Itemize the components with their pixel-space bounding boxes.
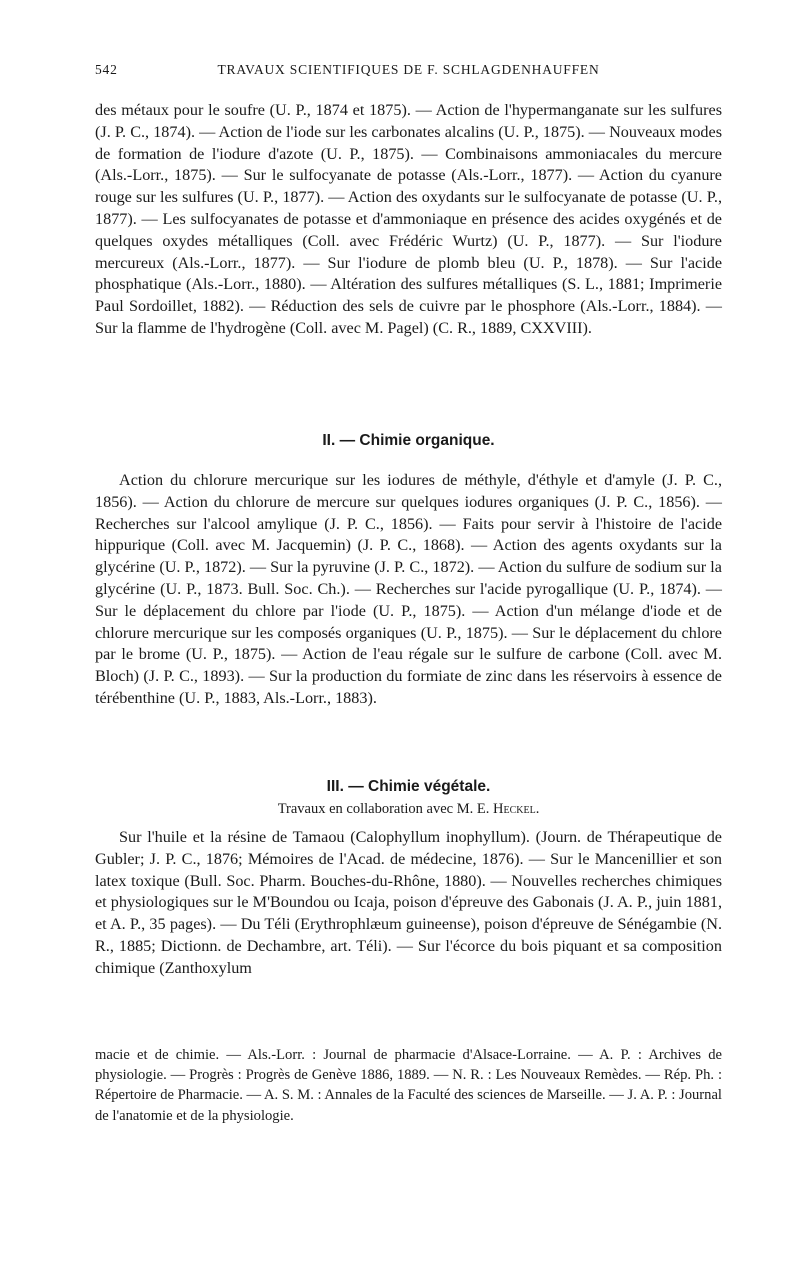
footnote-block — [95, 1045, 722, 1126]
section-ii-block — [95, 470, 722, 710]
section-ii-title: II. — Chimie organique. — [322, 432, 495, 449]
intro-paragraph-block — [95, 100, 722, 340]
subtitle-name: Heckel — [492, 801, 536, 817]
intro-paragraph: des métaux pour le soufre (U. P., 1874 et 1875). — Action de l'hypermanganate sur les sulfures (J. P. C., 1874). — Action de l'iode sur les carbonates alcalins (U. P., 1875). — Nouveaux modes de formation de l'iodure d'azote (U. P., 1875). — Combinaisons ammoniacales du mercure (Als.-Lorr., 1875). — Sur le sulfocyanate de potasse (Als.-Lorr., 1877). — Action du cyanure rouge sur les sulfures (U. P., 1877). — Action des oxydants sur le sulfocyanate de potasse (U. P., 1877). — Les sulfocyanates de potasse et d'ammoniaque en présence des acides oxygénés et de quelques oxydes métalliques (Coll. avec Frédéric Wurtz) (U. P., 1877). — Sur l'iodure mercureux (Als.-Lorr., 1877). — Sur l'iodure de plomb bleu (U. P., 1878). — Sur l'acide phosphatique (Als.-Lorr., 1880). — Altération des sulfures métalliques (S. L., 1881; Imprimerie Paul Sordoillet, 1882). — Réduction des sels de cuivre par le phosphore (Als.-Lorr., 1884). — Sur la flamme de l'hydrogène (Coll. avec M. Pagel) (C. R., 1889, CXXVIII). — [95, 101, 722, 337]
subtitle-prefix: Travaux en collaboration avec M. E. — [277, 801, 493, 817]
subtitle-suffix: . — [535, 801, 540, 817]
page-number: 542 — [95, 62, 118, 77]
section-ii-paragraph: Action du chlorure mercurique sur les iodures de méthyle, d'éthyle et d'amyle (J. P. C., 1856). — Action du chlorure de mercure sur quelques iodures organiques (J. P. C., 1856). — Recherches sur l'alcool amylique (J. P. C., 1856). — Faits pour servir à l'histoire de l'acide hippurique (Coll. avec M. Jacquemin) (J. P. C., 1868). — Action des agents oxydants sur la glycérine (U. P., 1872). — Sur la pyruvine (J. P. C., 1872). — Action du sulfure de sodium sur la glycérine (U. P., 1873. Bull. Soc. Ch.). — Recherches sur l'acide pyrogallique (U. P., 1874). — Sur le déplacement du chlore par l'iode (U. P., 1875). — Action d'un mélange d'iode et de chlorure mercurique sur les composés organiques (U. P., 1875). — Sur le déplacement du chlore par le brome (U. P., 1875). — Action de l'eau régale sur le sulfure de carbone (Coll. avec M. Bloch) (J. P. C., 1893). — Sur la production du formiate de zinc dans les réservoirs à essence de térébenthine (U. P., 1883, Als.-Lorr., 1883). — [95, 471, 722, 707]
section-iii-block — [95, 827, 722, 980]
running-title: TRAVAUX SCIENTIFIQUES DE F. SCHLAGDENHAUFFEN — [217, 62, 600, 77]
section-iii-subtitle — [95, 801, 722, 818]
section-iii-title: III. — Chimie végétale. — [326, 778, 491, 795]
footnote-text: macie et de chimie. — Als.-Lorr. : Journal de pharmacie d'Alsace-Lorraine. — A. P. : Archives de physiologie. — Progrès : Progrès de Genève 1886, 1889. — N. R. : Les Nouveaux Remèdes. — Rép. Ph. : Répertoire de Pharmacie. — A. S. M. : Annales de la Faculté des sciences de Marseille. — J. A. P. : Journal de l'anatomie et de la physiologie. — [95, 1047, 722, 1124]
running-header — [95, 62, 722, 86]
section-iii-paragraph: Sur l'huile et la résine de Tamaou (Calophyllum inophyllum). (Journ. de Thérapeutique de Gubler; J. P. C., 1876; Mémoires de l'Acad. de médecine, 1876). — Sur le Mancenillier et son latex toxique (Bull. Soc. Pharm. Bouches-du-Rhône, 1880). — Nouvelles recherches chimiques et physiologiques sur le M'Boundou ou Icaja, poison d'épreuve des Gabonais (J. A. P., juin 1881, et A. P., 35 pages). — Du Téli (Erythrophlæum guineense), poison d'épreuve de Sénégambie (N. R., 1885; Dictionn. de Dechambre, art. Téli). — Sur l'écorce du bois piquant et sa composition chimique (Zanthoxylum — [95, 828, 722, 977]
